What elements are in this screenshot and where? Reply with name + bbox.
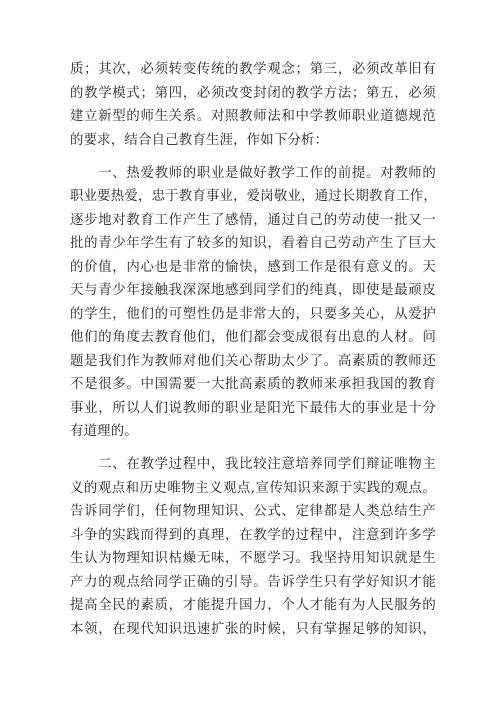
text-line: 质；其次，必须转变传统的教学观念；第三，必须改革旧有 [70,62,436,77]
text-line: 斗争的实践而得到的真理，在教学的过程中，注意到许多学 [70,527,436,543]
text-line: 义的观点和历史唯物主义观点,宣传知识来源于实践的观点。 [70,480,436,496]
paragraph-3 [70,453,436,641]
text-line: 二、在教学过程中，我比较注意培养同学们辩证唯物主 [70,457,436,472]
text-line: 逐步地对教育工作产生了感情，通过自己的劳动使一批又一 [70,212,436,228]
text-line: 批的青少年学生有了较多的知识，看着自己劳动产生了巨大 [70,236,436,251]
text-line: 的价值，内心也是非常的愉快，感到工作是很有意义的。天 [70,259,436,275]
text-line: 一、热爱教师的职业是做好教学工作的前提。对教师的 [70,165,436,181]
text-line: 的学生，他们的可塑性仍是非常大的，只要多关心，从爱护 [70,306,436,322]
text-line: 建立新型的师生关系。对照教师法和中学教师职业道德规范 [70,109,436,124]
text-line: 职业要热爱，忠于教育事业，爱岗敬业，通过长期教育工作， [70,189,437,204]
text-line: 的要求，结合自己教育生涯，作如下分析： [70,132,329,148]
paragraph-1 [70,58,436,152]
paragraph-2 [70,162,436,444]
text-line: 的教学模式；第四，必须改变封闭的教学方法；第五，必须 [70,85,436,101]
text-line: 有道理的。 [70,424,138,439]
text-line: 天与青少年接触我深深地感到同学们的纯真，即使是最顽皮 [70,283,436,298]
text-line: 题是我们作为教师对他们关心帮助太少了。高素质的教师还 [70,353,436,369]
text-line: 不是很多。中国需要一大批高素质的教师来承担我国的教育 [70,377,436,392]
text-line: 产力的观点给同学正确的引导。告诉学生只有学好知识才能 [70,574,436,590]
paragraph-spacer [70,152,436,162]
paragraph-spacer [70,444,436,454]
text-line: 他们的角度去教育他们，他们都会变成很有出息的人材。问 [70,330,436,345]
text-line: 事业，所以人们说教师的职业是阳光下最伟大的事业是十分 [70,400,436,416]
text-line: 提高全民的素质，才能提升国力，个人才能有为人民服务的 [70,598,436,613]
text-line: 生认为物理知识枯燥无味，不愿学习。我坚持用知识就是生 [70,551,436,566]
text-line: 本领，在现代知识迅速扩张的时候，只有掌握足够的知识， [70,621,436,637]
text-line: 告诉同学们，任何物理知识、公式、定律都是人类总结生产 [70,504,436,519]
